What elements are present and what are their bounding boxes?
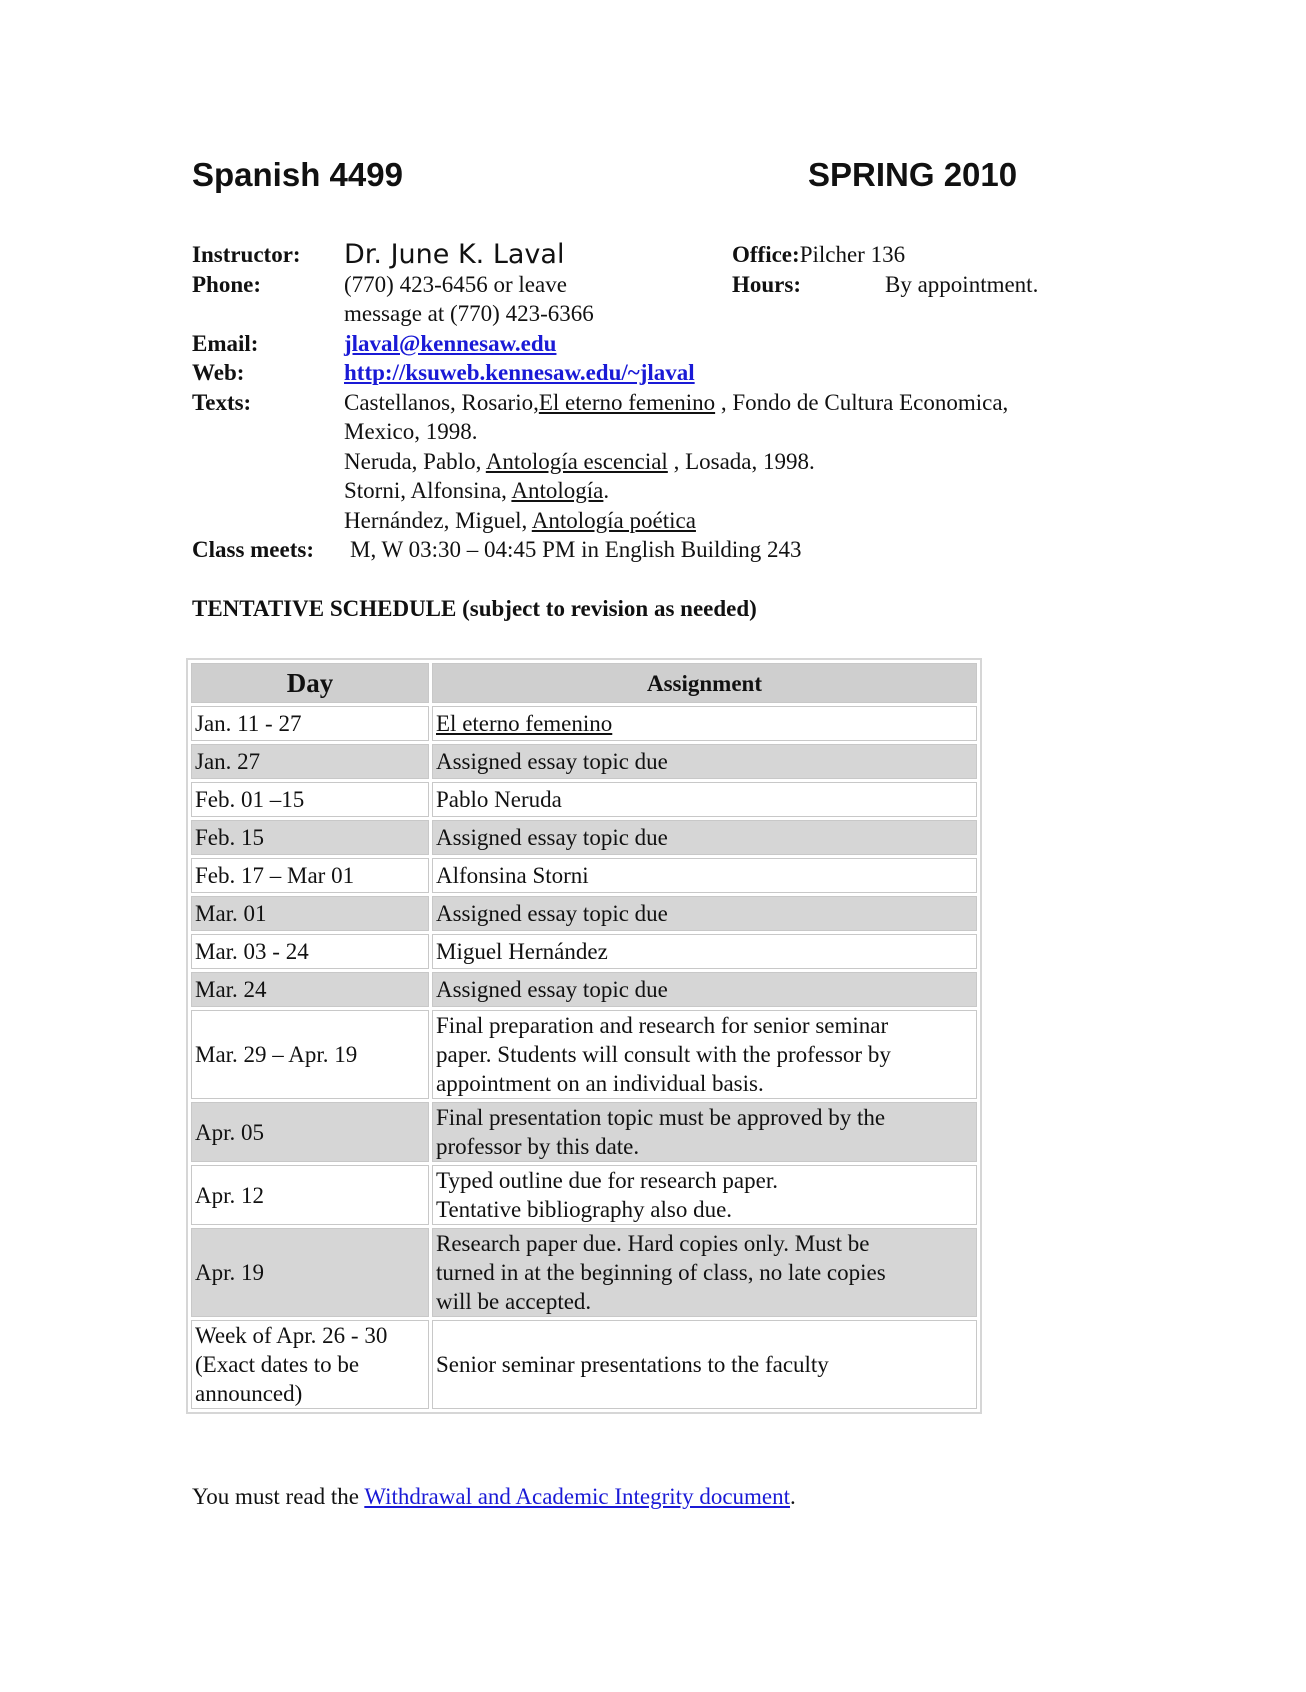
course-title: Spanish 4499	[192, 156, 403, 193]
table-row	[191, 706, 977, 741]
assignment-line: professor by this date.	[436, 1134, 640, 1159]
table-row	[191, 972, 977, 1007]
phone-line2: message at (770) 423-6366	[344, 301, 594, 326]
table-row	[191, 1102, 977, 1162]
text1-line2: Mexico, 1998.	[344, 419, 478, 444]
day-cell: Mar. 24	[191, 972, 429, 1007]
assignment-line: Final presentation topic must be approved by the	[436, 1105, 886, 1130]
assignment-cell	[432, 1010, 977, 1099]
texts-row	[192, 388, 1192, 418]
day-cell: Mar. 03 - 24	[191, 934, 429, 969]
day-cell: Mar. 29 – Apr. 19	[191, 1010, 429, 1099]
text2-author: Neruda, Pablo,	[344, 448, 486, 474]
text1-author: Castellanos, Rosario,	[344, 389, 539, 415]
text2-title: Antología escencial	[485, 448, 668, 474]
footer-prefix: You must read the	[192, 1484, 365, 1509]
email-label: Email:	[192, 330, 259, 356]
day-cell: Mar. 01	[191, 896, 429, 931]
text3-author: Storni, Alfonsina,	[344, 478, 512, 503]
table-row	[191, 1228, 977, 1317]
assignment-cell	[432, 1165, 977, 1225]
phone-row	[192, 270, 1192, 300]
assignment-cell	[432, 1102, 977, 1162]
day-cell: Apr. 05	[191, 1102, 429, 1162]
text2-rest: , Losada, 1998.	[667, 448, 815, 474]
email-link[interactable]: jlaval@kennesaw.edu	[344, 330, 557, 356]
course-info	[192, 240, 1192, 565]
web-row	[192, 358, 1192, 388]
assignment-cell: Senior seminar presentations to the faculty	[432, 1320, 977, 1409]
day-cell: Feb. 15	[191, 820, 429, 855]
instructor-label: Instructor:	[192, 242, 301, 267]
web-link[interactable]: http://ksuweb.kennesaw.edu/~jlaval	[344, 360, 695, 385]
text4-author: Hernández, Miguel,	[344, 507, 532, 533]
text3-rest: .	[603, 478, 610, 503]
text3-title: Antología	[511, 478, 604, 503]
table-header-row	[191, 663, 977, 703]
table-row	[191, 820, 977, 855]
text3-row	[192, 476, 1192, 506]
assignment-cell: Pablo Neruda	[432, 782, 977, 817]
hours-label: Hours:	[732, 271, 801, 297]
assignment-line: Research paper due. Hard copies only. Must be	[436, 1231, 870, 1256]
day-cell: Apr. 19	[191, 1228, 429, 1317]
assignment-cell: Assigned essay topic due	[432, 972, 977, 1007]
table-row	[191, 1010, 977, 1099]
assignment-cell: Alfonsina Storni	[432, 858, 977, 893]
office-label: Office:	[732, 242, 800, 267]
phone-label: Phone:	[192, 271, 261, 297]
text2-row	[192, 447, 1192, 477]
instructor-name: Dr. June K. Laval	[344, 239, 565, 270]
text4-title: Antología poética	[531, 507, 696, 533]
phone-line2-row	[192, 299, 1192, 329]
instructor-row	[192, 240, 1192, 270]
term-title: SPRING 2010	[808, 156, 1018, 193]
assignment-column-header: Assignment	[432, 663, 977, 703]
assignment-cell	[432, 1228, 977, 1317]
table-row	[191, 858, 977, 893]
assignment-cell: El eterno femenino	[432, 706, 977, 741]
texts-label: Texts:	[192, 389, 252, 415]
table-row	[191, 896, 977, 931]
text1-rest: , Fondo de Cultura Economica,	[715, 389, 1009, 415]
footer-suffix: .	[790, 1484, 796, 1509]
text1-title: El eterno femenino	[538, 389, 716, 415]
day-line: Week of Apr. 26 - 30	[195, 1323, 388, 1348]
day-column-header: Day	[191, 663, 429, 703]
footer-note	[192, 1484, 796, 1510]
assignment-cell: Assigned essay topic due	[432, 820, 977, 855]
class-meets-row	[192, 535, 1192, 565]
text1-line2-row	[192, 417, 1192, 447]
assignment-line: Final preparation and research for senior seminar	[436, 1013, 889, 1038]
table-row	[191, 744, 977, 779]
day-cell: Jan. 11 - 27	[191, 706, 429, 741]
email-row	[192, 329, 1192, 359]
schedule-table	[186, 658, 982, 1414]
web-label: Web:	[192, 360, 245, 385]
day-cell: Feb. 01 –15	[191, 782, 429, 817]
table-row	[191, 934, 977, 969]
day-line: announced)	[195, 1381, 303, 1406]
assignment-cell: Assigned essay topic due	[432, 896, 977, 931]
text4-row	[192, 506, 1192, 536]
day-cell: Jan. 27	[191, 744, 429, 779]
assignment-line: paper. Students will consult with the professor by	[436, 1042, 891, 1067]
office-value: Pilcher 136	[799, 242, 906, 267]
table-row	[191, 1165, 977, 1225]
day-cell: Feb. 17 – Mar 01	[191, 858, 429, 893]
day-cell: Apr. 12	[191, 1165, 429, 1225]
schedule-title: TENTATIVE SCHEDULE (subject to revision as needed)	[192, 596, 757, 621]
phone-line1: (770) 423-6456 or leave	[344, 271, 567, 297]
assignment-line: turned in at the beginning of class, no late copies	[436, 1260, 886, 1285]
table-row	[191, 1320, 977, 1409]
class-meets-value: M, W 03:30 – 04:45 PM in English Building 243	[350, 537, 802, 562]
integrity-document-link[interactable]: Withdrawal and Academic Integrity document	[364, 1484, 791, 1509]
day-line: (Exact dates to be	[195, 1352, 360, 1377]
table-row	[191, 782, 977, 817]
assignment-line: will be accepted.	[436, 1289, 592, 1314]
assignment-line: Tentative bibliography also due.	[436, 1197, 733, 1222]
hours-value: By appointment.	[885, 271, 1039, 297]
assignment-cell: Miguel Hernández	[432, 934, 977, 969]
assignment-cell: Assigned essay topic due	[432, 744, 977, 779]
class-meets-label: Class meets:	[192, 537, 314, 562]
assignment-line: appointment on an individual basis.	[436, 1071, 764, 1096]
assignment-line: Typed outline due for research paper.	[436, 1168, 778, 1193]
day-cell	[191, 1320, 429, 1409]
